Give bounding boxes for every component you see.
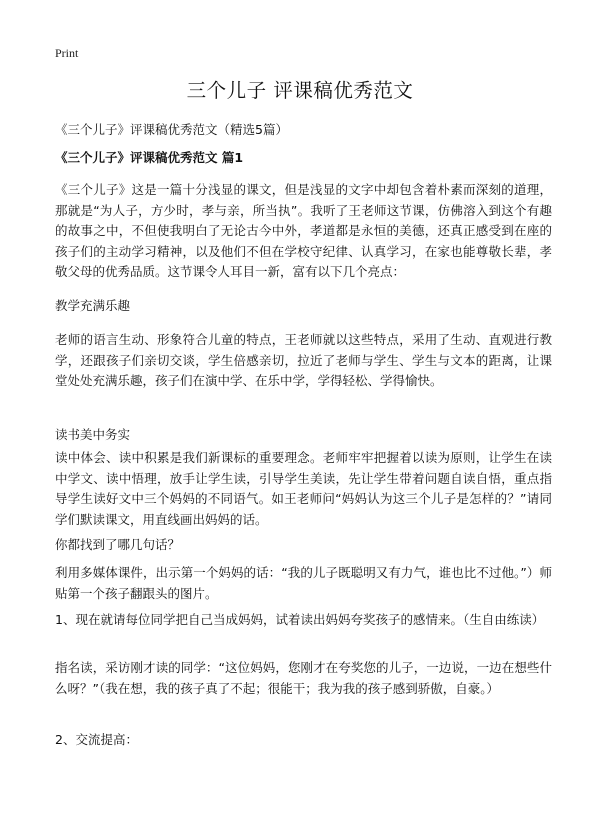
paragraph-step-2: 2、交流提高： [55,732,138,747]
paragraph-reading: 读中体会、读中积累是我们新课标的重要理念。老师牢牢把握着以读为原则，让学生在读中学文、读中悟理，放手让学生读，引导学生美读，先让学生带着问题自读自悟，重点指导学生读好文中三个妈妈的不同语气。如王老师问“妈妈认为这三个儿子是怎样的？”请同学们默读课文，用直线画出妈妈的话。 [55,450,552,527]
paragraph-interview: 指名读，采访刚才读的同学：“这位妈妈，您刚才在夸奖您的儿子，一边说，一边在想些什么呀？”（我在想，我的孩子真了不起；很能干；我为我的孩子感到骄傲，自豪。） [55,660,552,696]
section-heading: 《三个儿子》评课稿优秀范文 篇1 [55,150,244,165]
paragraph-multimedia: 利用多媒体课件，出示第一个妈妈的话：“我的儿子既聪明又有力气，谁也比不过他。”）师贴第一个孩子翻跟头的图片。 [55,565,552,601]
document-subtitle: 《三个儿子》评课稿优秀范文（精选5篇） [55,122,288,137]
subheading-teaching-fun: 教学充满乐趣 [55,298,131,313]
paragraph-intro: 《三个儿子》这是一篇十分浅显的课文，但是浅显的文字中却包含着朴素而深刻的道理，那就是“为人子，方少时，孝与亲，所当执”。我听了王老师这节课，仿佛溶入到这个有趣的故事之中，不但使我明白了无论古今中外，孝道都是永恒的美德，还真正感受到在座的孩子们的主动学习精神，以及他们不但在学校守纪律、认真学习，在家也能尊敬长辈，孝敬父母的优秀品质。这节课令人耳目一新，富有以下几个亮点： [55,182,552,279]
paragraph-question: 你都找到了哪几句话？ [55,537,181,552]
print-label: Print [55,46,79,60]
paragraph-teaching-fun: 老师的语言生动、形象符合儿童的特点，王老师就以这些特点，采用了生动、直观进行教学，还跟孩子们亲切交谈，学生倍感亲切，拉近了老师与学生、学生与文本的距离，让课堂处处充满乐趣，孩子们在演中学、在乐中学，学得轻松、学得愉快。 [55,332,552,388]
document-title: 三个儿子 评课稿优秀范文 [186,79,414,102]
paragraph-step-1: 1、现在就请每位同学把自己当成妈妈，试着读出妈妈夸奖孩子的感情来。（生自由练读） [55,612,545,627]
subheading-reading: 读书美中务实 [55,427,131,442]
